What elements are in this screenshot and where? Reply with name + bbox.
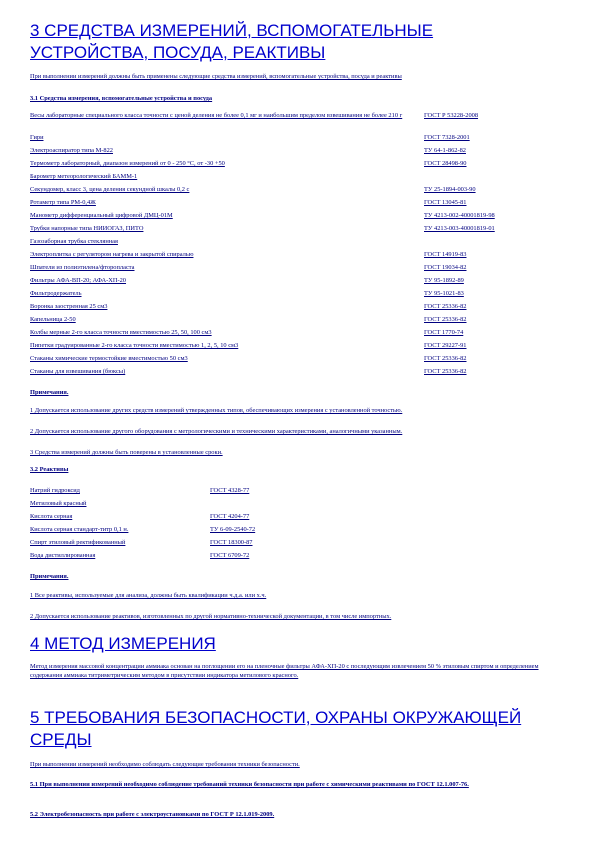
- table-row: [30, 552, 320, 565]
- table-row: [30, 173, 530, 186]
- item-standard: ГОСТ 18300-87: [210, 539, 253, 546]
- item-name: Вода дистиллированная: [30, 552, 96, 559]
- item-name: Метиловый красный: [30, 500, 87, 507]
- item-name: Секундомер, класс 3, цена деления секундной шкалы 0,2 с: [30, 186, 190, 193]
- item-name: Весы лабораторные специального класса точности с ценой деления не более 0,1 мг и наибольшим пределом взвешивания не более 210 г: [30, 112, 403, 119]
- item-name: Стаканы химические термостойкие вместимостью 50 см3: [30, 355, 188, 362]
- notes-1-item: 3 Средства измерений должны быть поверены в установленные сроки.: [30, 449, 223, 456]
- item-standard: ГОСТ 29227-91: [424, 342, 467, 349]
- table-row: [30, 303, 530, 316]
- section-3-heading-line1: 3 СРЕДСТВА ИЗМЕРЕНИЙ, ВСПОМОГАТЕЛЬНЫЕ: [30, 21, 434, 40]
- item-standard: ГОСТ 25336-82: [424, 316, 467, 323]
- notes-1-item: 2 Допускается использование другого оборудования с метрологическими и техническими характеристиками, аналогичными указанным.: [30, 428, 403, 435]
- table-row: [30, 487, 320, 500]
- table-row: [30, 225, 530, 238]
- item-name: Кислота серная: [30, 513, 73, 520]
- item-standard: ГОСТ 14919-83: [424, 251, 467, 258]
- notes-2-item: 2 Допускается использование реактивов, изготовленных по другой нормативно-технической документации, в том числе импортных.: [30, 613, 392, 620]
- table-row: [30, 368, 530, 381]
- table-row: [30, 526, 320, 539]
- section-5-item-2: 5.2 Электробезопасность при работе с электроустановками по ГОСТ Р 12.1.019-2009.: [30, 811, 275, 818]
- item-name: Воронка заостренная 25 см3: [30, 303, 108, 310]
- table-row: [30, 112, 530, 134]
- section-5-item-1: 5.1 При выполнении измерений необходимо соблюдение требований техники безопасности при работе с химическими реактивами по ГОСТ 12.1.007-76.: [30, 781, 469, 788]
- notes-1-item: 1 Допускается использование других средств измерений утвержденных типов, обеспечивающих измерения с установленной точностью.: [30, 407, 403, 414]
- item-standard: ТУ 95-1021-83: [424, 290, 464, 297]
- table-row: [30, 134, 530, 147]
- item-name: Фильтры АФА-ВП-20; АФА-ХП-20: [30, 277, 127, 284]
- item-standard: ГОСТ 28498-90: [424, 160, 467, 167]
- table-row: [30, 539, 320, 552]
- item-standard: ТУ 95-1892-89: [424, 277, 464, 284]
- item-name: Гири: [30, 134, 44, 141]
- item-name: Манометр дифференциальный цифровой ДМЦ-01М: [30, 212, 173, 219]
- section-4-text: Метод измерения массовой концентрации аммиака основан на поглощении его на пленочные фильтры АФА-ХП-20 с последующим извлечением 50 % этиловым спиртом и определением содержания аммиака титриметрическим методом в присутствии индикатора метилового красного.: [30, 663, 539, 679]
- item-name: Шпатели из полиэтилена/фторопласта: [30, 264, 135, 271]
- item-standard: ГОСТ 25336-82: [424, 355, 467, 362]
- item-name: Пипетки градуированные 2-го класса точности вместимостью 1, 2, 5, 10 см3: [30, 342, 239, 349]
- section-5-heading-line2: СРЕДЫ: [30, 730, 92, 749]
- table-row: [30, 316, 530, 329]
- section-5-heading-line1: 5 ТРЕБОВАНИЯ БЕЗОПАСНОСТИ, ОХРАНЫ ОКРУЖАЮЩЕЙ: [30, 708, 522, 727]
- item-name: Газозаборная трубка стеклянная: [30, 238, 118, 245]
- item-standard: ТУ 4213-002-40001819-98: [424, 212, 495, 219]
- item-name: Ротаметр типа РМ-0,4Ж: [30, 199, 96, 206]
- equipment-table: [30, 112, 530, 381]
- item-standard: ТУ 4213-003-40001819-01: [424, 225, 495, 232]
- table-row: [30, 500, 320, 513]
- item-name: Термометр лабораторный, диапазон измерений от 0 - 250 °С, от -30 +50: [30, 160, 225, 167]
- item-name: Спирт этиловый ректификованный: [30, 539, 126, 546]
- subsection-3-2-title: 3.2 Реактивы: [30, 466, 69, 473]
- notes-1-title: Примечания.: [30, 389, 69, 396]
- item-standard: ГОСТ 19034-82: [424, 264, 467, 271]
- item-standard: ТУ 25-1894-003-90: [424, 186, 476, 193]
- item-name: Электроаспиратор типа М-822: [30, 147, 113, 154]
- table-row: [30, 277, 530, 290]
- item-standard: [424, 173, 530, 186]
- notes-2-title: Примечания.: [30, 573, 69, 580]
- item-standard: ГОСТ 25336-82: [424, 368, 467, 375]
- table-row: [30, 160, 530, 173]
- item-standard: ГОСТ 4204-77: [210, 513, 250, 520]
- table-row: [30, 212, 530, 225]
- subsection-3-1-title: 3.1 Средства измерения, вспомогательные устройства и посуда: [30, 95, 213, 102]
- table-row: [30, 355, 530, 368]
- table-row: [30, 290, 530, 303]
- item-standard: ТУ 64-1-862-82: [424, 147, 466, 154]
- table-row: [30, 238, 530, 251]
- section-4-heading: 4 МЕТОД ИЗМЕРЕНИЯ: [30, 634, 216, 653]
- item-name: Колбы мерные 2-го класса точности вместимостью 25, 50, 100 см3: [30, 329, 212, 336]
- item-standard: ГОСТ 6709-72: [210, 552, 250, 559]
- item-name: Барометр метеорологический БАММ-1: [30, 173, 138, 180]
- item-standard: ГОСТ 1770-74: [424, 329, 464, 336]
- item-standard: ТУ 6-09-2540-72: [210, 526, 256, 533]
- table-row: [30, 147, 530, 160]
- table-row: [30, 264, 530, 277]
- notes-2-item: 1 Все реактивы, используемые для анализа, должны быть квалификации ч.д.а. или х.ч.: [30, 592, 267, 599]
- item-standard: ГОСТ 13045-81: [424, 199, 467, 206]
- section-3-intro: При выполнении измерений должны быть применены следующие средства измерений, вспомогательные устройства, посуда и реактивы: [30, 73, 402, 80]
- item-standard: ГОСТ 4328-77: [210, 487, 250, 494]
- table-row: [30, 342, 530, 355]
- item-name: Электроплитка с регулятором нагрева и закрытой спиралью: [30, 251, 194, 258]
- item-name: Фильтродержатель: [30, 290, 82, 297]
- reagents-table: [30, 487, 320, 565]
- table-row: [30, 329, 530, 342]
- section-5-intro: При выполнении измерений необходимо соблюдать следующие требования техники безопасности.: [30, 761, 300, 768]
- table-row: [30, 199, 530, 212]
- item-name: Капельница 2-50: [30, 316, 76, 323]
- item-standard: ГОСТ 7328-2001: [424, 134, 470, 141]
- item-name: Трубки напорные типа НИИОГАЗ, ПИТО: [30, 225, 144, 232]
- section-3-heading: [30, 20, 570, 64]
- item-standard: [210, 500, 320, 513]
- table-row: [30, 186, 530, 199]
- table-row: [30, 251, 530, 264]
- section-3-heading-line2: УСТРОЙСТВА, ПОСУДА, РЕАКТИВЫ: [30, 43, 326, 62]
- item-standard: ГОСТ Р 53228-2008: [424, 112, 479, 119]
- item-name: Натрий гидроксид: [30, 487, 80, 494]
- item-standard: [424, 238, 530, 251]
- item-name: Стаканы для взвешивания (бюксы): [30, 368, 126, 375]
- table-row: [30, 513, 320, 526]
- section-5-heading: [30, 707, 570, 751]
- item-name: Кислота серная стандарт-титр 0,1 н.: [30, 526, 129, 533]
- item-standard: ГОСТ 25336-82: [424, 303, 467, 310]
